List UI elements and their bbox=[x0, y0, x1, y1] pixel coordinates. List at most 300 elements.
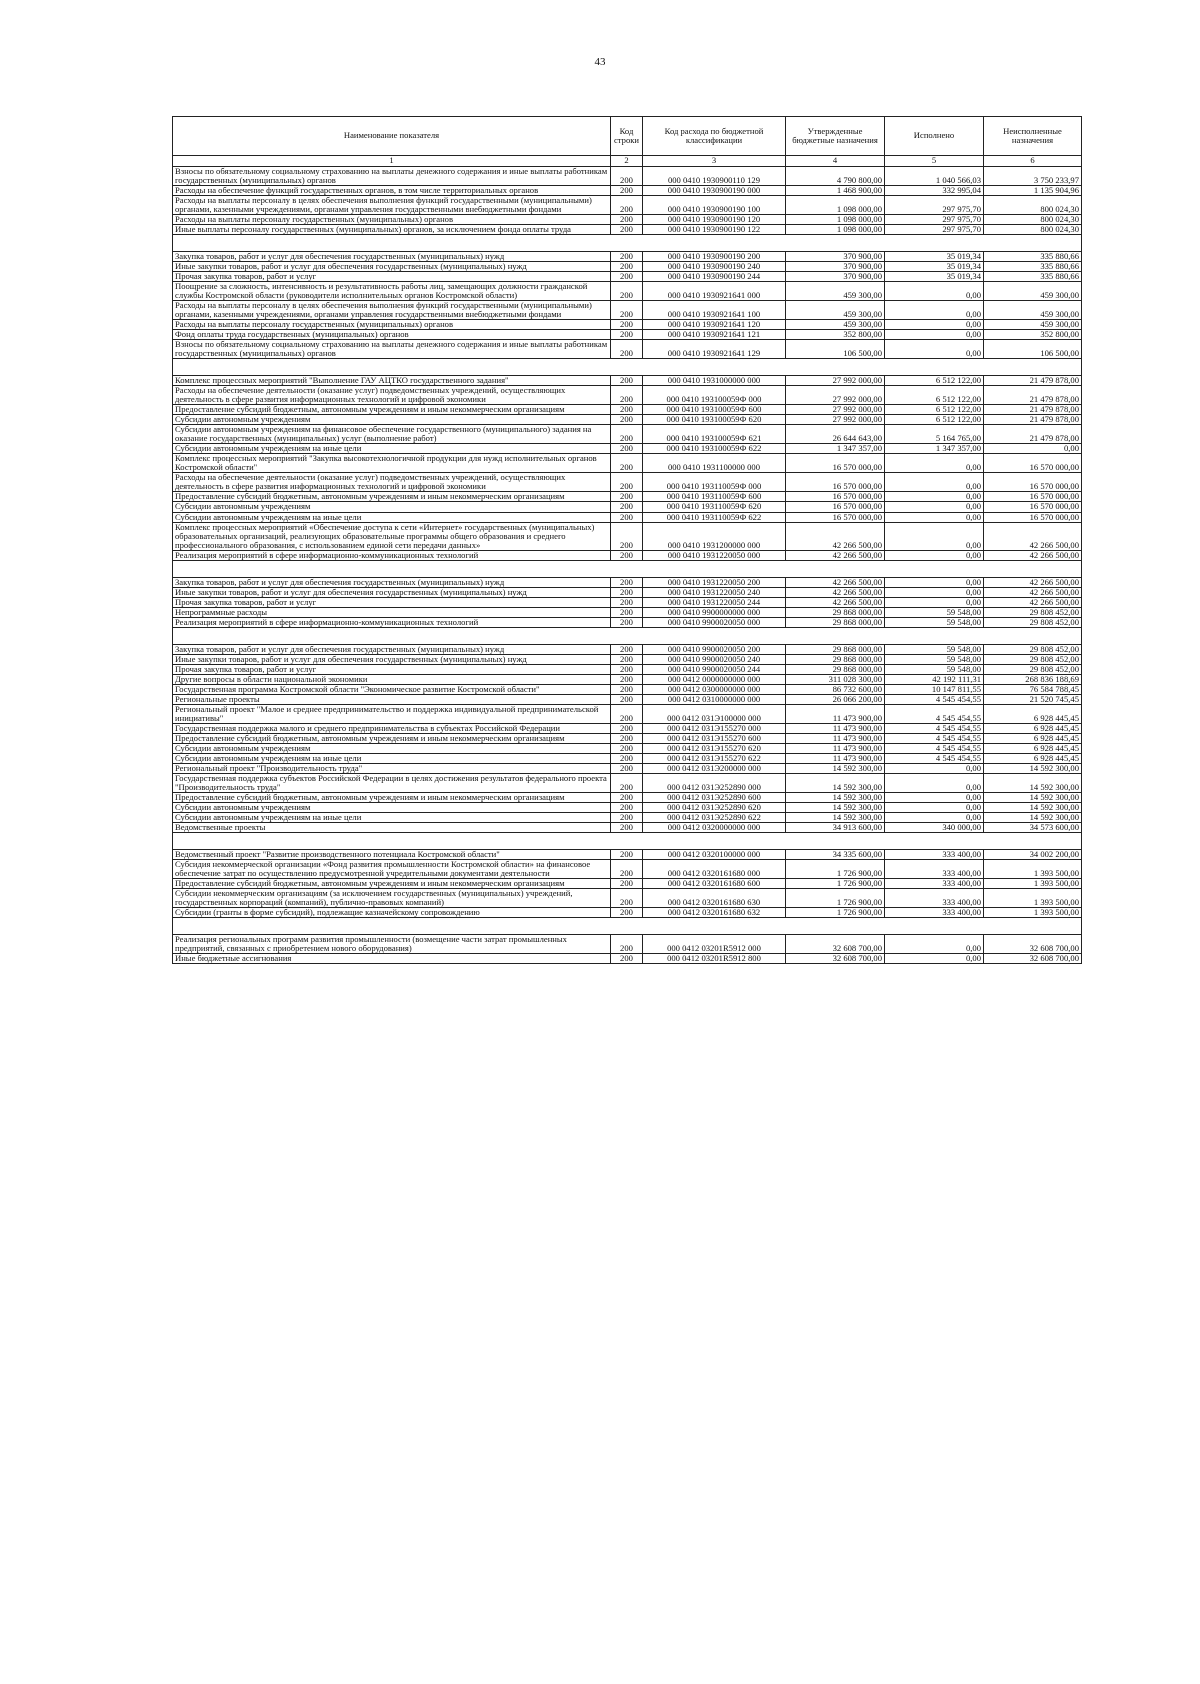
row-unexecuted: 6 928 445,45 bbox=[984, 704, 1082, 723]
row-unexecuted: 21 479 878,00 bbox=[984, 405, 1082, 415]
row-line-code: 200 bbox=[611, 512, 643, 522]
table-row bbox=[173, 252, 1082, 262]
row-unexecuted: 14 592 300,00 bbox=[984, 802, 1082, 812]
row-line-code: 200 bbox=[611, 282, 643, 301]
row-line-code: 200 bbox=[611, 376, 643, 386]
row-name: Иные закупки товаров, работ и услуг для обеспечения государственных (муниципальных) нужд bbox=[173, 262, 611, 272]
row-executed: 0,00 bbox=[885, 330, 984, 340]
row-line-code: 200 bbox=[611, 587, 643, 597]
spacer-cell bbox=[173, 359, 1082, 376]
row-expense-code: 000 0410 193100059Ф 600 bbox=[643, 405, 786, 415]
row-unexecuted: 32 608 700,00 bbox=[984, 935, 1082, 954]
table-row bbox=[173, 262, 1082, 272]
table-row bbox=[173, 607, 1082, 617]
spacer-row bbox=[173, 627, 1082, 644]
row-expense-code: 000 0412 031Э155270 620 bbox=[643, 743, 786, 753]
row-line-code: 200 bbox=[611, 694, 643, 704]
row-name: Региональные проекты bbox=[173, 694, 611, 704]
row-name: Государственная поддержка субъектов Российской Федерации в целях достижения результатов федерального проекта "Производительность труда" bbox=[173, 773, 611, 792]
row-expense-code: 000 0412 031Э252890 622 bbox=[643, 812, 786, 822]
row-executed: 0,00 bbox=[885, 473, 984, 492]
table-row bbox=[173, 597, 1082, 607]
table-row bbox=[173, 577, 1082, 587]
row-name: Субсидии автономным учреждениям bbox=[173, 415, 611, 425]
row-executed: 59 548,00 bbox=[885, 617, 984, 627]
table-row bbox=[173, 502, 1082, 512]
row-approved: 29 868 000,00 bbox=[786, 654, 885, 664]
row-expense-code: 000 0410 1931220050 240 bbox=[643, 587, 786, 597]
row-expense-code: 000 0410 1930921641 000 bbox=[643, 282, 786, 301]
row-approved: 14 592 300,00 bbox=[786, 792, 885, 802]
row-expense-code: 000 0412 03201R5912 800 bbox=[643, 954, 786, 964]
row-executed: 0,00 bbox=[885, 492, 984, 502]
table-row bbox=[173, 617, 1082, 627]
table-row bbox=[173, 186, 1082, 196]
row-name: Реализация региональных программ развития промышленности (возмещение части затрат промышленных предприятий, связанных с приобретением нового оборудования) bbox=[173, 935, 611, 954]
row-executed: 4 545 454,55 bbox=[885, 733, 984, 743]
row-expense-code: 000 0410 193110059Ф 622 bbox=[643, 512, 786, 522]
row-approved: 370 900,00 bbox=[786, 272, 885, 282]
row-line-code: 200 bbox=[611, 444, 643, 454]
row-executed: 35 019,34 bbox=[885, 252, 984, 262]
row-name: Комплекс процессных мероприятий «Обеспечение доступа к сети «Интернет» государственных (муниципальных) образовательных организаций, реализующих образовательные программы общего образования и среднего профессионального образования, с использованием единой сети передачи данных» bbox=[173, 522, 611, 550]
row-executed: 333 400,00 bbox=[885, 879, 984, 889]
row-unexecuted: 34 002 200,00 bbox=[984, 849, 1082, 859]
row-approved: 42 266 500,00 bbox=[786, 550, 885, 560]
row-line-code: 200 bbox=[611, 330, 643, 340]
table-row bbox=[173, 454, 1082, 473]
row-expense-code: 000 0410 1931220050 000 bbox=[643, 550, 786, 560]
table-row bbox=[173, 282, 1082, 301]
row-expense-code: 000 0410 193110059Ф 620 bbox=[643, 502, 786, 512]
row-line-code: 200 bbox=[611, 454, 643, 473]
spacer-cell bbox=[173, 627, 1082, 644]
row-expense-code: 000 0412 031Э252890 000 bbox=[643, 773, 786, 792]
row-line-code: 200 bbox=[611, 167, 643, 186]
row-line-code: 200 bbox=[611, 415, 643, 425]
row-unexecuted: 6 928 445,45 bbox=[984, 733, 1082, 743]
row-unexecuted: 16 570 000,00 bbox=[984, 512, 1082, 522]
row-name: Расходы на выплаты персоналу государственных (муниципальных) органов bbox=[173, 320, 611, 330]
row-unexecuted: 21 520 745,45 bbox=[984, 694, 1082, 704]
budget-execution-table bbox=[172, 116, 1082, 964]
row-name: Государственная программа Костромской области "Экономическое развитие Костромской области" bbox=[173, 684, 611, 694]
table-row bbox=[173, 792, 1082, 802]
row-line-code: 200 bbox=[611, 849, 643, 859]
row-name: Субсидии автономным учреждениям на иные цели bbox=[173, 444, 611, 454]
row-approved: 352 800,00 bbox=[786, 330, 885, 340]
table-header-row bbox=[173, 117, 1082, 156]
row-approved: 42 266 500,00 bbox=[786, 522, 885, 550]
row-unexecuted: 106 500,00 bbox=[984, 340, 1082, 359]
row-executed: 333 400,00 bbox=[885, 889, 984, 908]
table-row bbox=[173, 444, 1082, 454]
row-executed: 4 545 454,55 bbox=[885, 743, 984, 753]
row-expense-code: 000 0412 031Э100000 000 bbox=[643, 704, 786, 723]
row-name: Расходы на обеспечение деятельности (оказание услуг) подведомственных учреждений, осуществляющих деятельность в сфере развития информационных технологий и цифровой экономики bbox=[173, 473, 611, 492]
row-executed: 6 512 122,00 bbox=[885, 376, 984, 386]
row-approved: 27 992 000,00 bbox=[786, 415, 885, 425]
row-unexecuted: 14 592 300,00 bbox=[984, 763, 1082, 773]
row-executed: 0,00 bbox=[885, 577, 984, 587]
row-executed: 333 400,00 bbox=[885, 908, 984, 918]
table-row bbox=[173, 386, 1082, 405]
row-approved: 1 468 900,00 bbox=[786, 186, 885, 196]
table-row bbox=[173, 859, 1082, 878]
row-line-code: 200 bbox=[611, 502, 643, 512]
row-approved: 16 570 000,00 bbox=[786, 502, 885, 512]
row-executed: 333 400,00 bbox=[885, 849, 984, 859]
table-row bbox=[173, 674, 1082, 684]
table-row bbox=[173, 654, 1082, 664]
row-approved: 27 992 000,00 bbox=[786, 386, 885, 405]
row-unexecuted: 21 479 878,00 bbox=[984, 415, 1082, 425]
row-line-code: 200 bbox=[611, 879, 643, 889]
row-line-code: 200 bbox=[611, 301, 643, 320]
row-expense-code: 000 0410 9900000000 000 bbox=[643, 607, 786, 617]
row-line-code: 200 bbox=[611, 196, 643, 215]
row-line-code: 200 bbox=[611, 607, 643, 617]
row-expense-code: 000 0412 0310000000 000 bbox=[643, 694, 786, 704]
row-unexecuted: 459 300,00 bbox=[984, 320, 1082, 330]
row-expense-code: 000 0410 9900020050 200 bbox=[643, 644, 786, 654]
table-row bbox=[173, 272, 1082, 282]
table-row bbox=[173, 492, 1082, 502]
table-row bbox=[173, 405, 1082, 415]
row-name: Комплекс процессных мероприятий "Выполнение ГАУ АЦТКО государственного задания" bbox=[173, 376, 611, 386]
row-line-code: 200 bbox=[611, 473, 643, 492]
row-unexecuted: 3 750 233,97 bbox=[984, 167, 1082, 186]
table-row bbox=[173, 340, 1082, 359]
row-expense-code: 000 0412 0320161680 632 bbox=[643, 908, 786, 918]
row-executed: 297 975,70 bbox=[885, 196, 984, 215]
spacer-cell bbox=[173, 560, 1082, 577]
row-unexecuted: 14 592 300,00 bbox=[984, 773, 1082, 792]
row-name: Ведомственные проекты bbox=[173, 822, 611, 832]
row-unexecuted: 42 266 500,00 bbox=[984, 597, 1082, 607]
row-line-code: 200 bbox=[611, 272, 643, 282]
row-name: Иные выплаты персоналу государственных (муниципальных) органов, за исключением фонда оплаты труда bbox=[173, 225, 611, 235]
row-executed: 4 545 454,55 bbox=[885, 704, 984, 723]
row-executed: 6 512 122,00 bbox=[885, 415, 984, 425]
table-row bbox=[173, 320, 1082, 330]
row-expense-code: 000 0412 0300000000 000 bbox=[643, 684, 786, 694]
row-unexecuted: 29 808 452,00 bbox=[984, 644, 1082, 654]
row-unexecuted: 352 800,00 bbox=[984, 330, 1082, 340]
row-approved: 42 266 500,00 bbox=[786, 597, 885, 607]
row-approved: 26 066 200,00 bbox=[786, 694, 885, 704]
row-line-code: 200 bbox=[611, 215, 643, 225]
table-row bbox=[173, 522, 1082, 550]
row-line-code: 200 bbox=[611, 597, 643, 607]
table-body bbox=[173, 167, 1082, 964]
row-line-code: 200 bbox=[611, 954, 643, 964]
table-row bbox=[173, 743, 1082, 753]
row-expense-code: 000 0412 031Э252890 620 bbox=[643, 802, 786, 812]
row-unexecuted: 1 135 904,96 bbox=[984, 186, 1082, 196]
row-executed: 0,00 bbox=[885, 454, 984, 473]
row-executed: 6 512 122,00 bbox=[885, 386, 984, 405]
row-line-code: 200 bbox=[611, 935, 643, 954]
row-name: Другие вопросы в области национальной экономики bbox=[173, 674, 611, 684]
row-approved: 29 868 000,00 bbox=[786, 617, 885, 627]
table-row bbox=[173, 215, 1082, 225]
row-expense-code: 000 0410 1931100000 000 bbox=[643, 454, 786, 473]
row-unexecuted: 21 479 878,00 bbox=[984, 425, 1082, 444]
row-executed: 0,00 bbox=[885, 512, 984, 522]
row-executed: 0,00 bbox=[885, 773, 984, 792]
row-executed: 0,00 bbox=[885, 522, 984, 550]
table-row bbox=[173, 425, 1082, 444]
row-name: Субсидия некоммерческой организации «Фонд развития промышленности Костромской области» на финансовое обеспечение затрат по осуществлению предусмотренной учредительными документами деятельности bbox=[173, 859, 611, 878]
row-executed: 333 400,00 bbox=[885, 859, 984, 878]
spacer-row bbox=[173, 560, 1082, 577]
row-line-code: 200 bbox=[611, 252, 643, 262]
row-executed: 35 019,34 bbox=[885, 262, 984, 272]
row-executed: 0,00 bbox=[885, 792, 984, 802]
table-row bbox=[173, 773, 1082, 792]
row-line-code: 200 bbox=[611, 492, 643, 502]
row-expense-code: 000 0410 9900020050 240 bbox=[643, 654, 786, 664]
row-expense-code: 000 0410 1930921641 120 bbox=[643, 320, 786, 330]
row-line-code: 200 bbox=[611, 522, 643, 550]
row-approved: 1 098 000,00 bbox=[786, 225, 885, 235]
row-unexecuted: 459 300,00 bbox=[984, 282, 1082, 301]
row-executed: 332 995,04 bbox=[885, 186, 984, 196]
row-unexecuted: 459 300,00 bbox=[984, 301, 1082, 320]
row-line-code: 200 bbox=[611, 425, 643, 444]
row-expense-code: 000 0410 193100059Ф 000 bbox=[643, 386, 786, 405]
row-unexecuted: 1 393 500,00 bbox=[984, 879, 1082, 889]
spacer-cell bbox=[173, 918, 1082, 935]
row-expense-code: 000 0410 1930900110 129 bbox=[643, 167, 786, 186]
table-row bbox=[173, 225, 1082, 235]
row-name: Реализация мероприятий в сфере информационно-коммуникационных технологий bbox=[173, 617, 611, 627]
row-name: Расходы на выплаты персоналу в целях обеспечения выполнения функций государственными (муниципальными) органами, казенными учреждениями, органами управления государственными внебюджетными фондами bbox=[173, 196, 611, 215]
row-name: Прочая закупка товаров, работ и услуг bbox=[173, 597, 611, 607]
row-name: Расходы на обеспечение деятельности (оказание услуг) подведомственных учреждений, осуществляющих деятельность в сфере развития информационных технологий и цифровой экономики bbox=[173, 386, 611, 405]
row-unexecuted: 16 570 000,00 bbox=[984, 492, 1082, 502]
row-expense-code: 000 0410 1930900190 244 bbox=[643, 272, 786, 282]
row-approved: 14 592 300,00 bbox=[786, 802, 885, 812]
page-number: 43 bbox=[594, 56, 606, 68]
row-approved: 4 790 800,00 bbox=[786, 167, 885, 186]
row-approved: 42 266 500,00 bbox=[786, 577, 885, 587]
header-indicator-name: Наименование показателя bbox=[173, 117, 611, 156]
table-row bbox=[173, 812, 1082, 822]
row-unexecuted: 14 592 300,00 bbox=[984, 792, 1082, 802]
row-expense-code: 000 0412 0320161680 600 bbox=[643, 879, 786, 889]
row-expense-code: 000 0412 0320161680 000 bbox=[643, 859, 786, 878]
row-line-code: 200 bbox=[611, 743, 643, 753]
table-row bbox=[173, 723, 1082, 733]
row-approved: 106 500,00 bbox=[786, 340, 885, 359]
row-approved: 1 726 900,00 bbox=[786, 889, 885, 908]
row-approved: 311 028 300,00 bbox=[786, 674, 885, 684]
row-line-code: 200 bbox=[611, 617, 643, 627]
row-line-code: 200 bbox=[611, 654, 643, 664]
row-approved: 370 900,00 bbox=[786, 252, 885, 262]
row-executed: 10 147 811,55 bbox=[885, 684, 984, 694]
spacer-row bbox=[173, 918, 1082, 935]
row-line-code: 200 bbox=[611, 674, 643, 684]
row-name: Субсидии автономным учреждениям на иные цели bbox=[173, 753, 611, 763]
row-name: Фонд оплаты труда государственных (муниципальных) органов bbox=[173, 330, 611, 340]
row-expense-code: 000 0410 193100059Ф 622 bbox=[643, 444, 786, 454]
row-approved: 459 300,00 bbox=[786, 320, 885, 330]
row-executed: 59 548,00 bbox=[885, 664, 984, 674]
row-name: Региональный проект "Производительность труда" bbox=[173, 763, 611, 773]
row-expense-code: 000 0410 1930921641 129 bbox=[643, 340, 786, 359]
row-name: Прочая закупка товаров, работ и услуг bbox=[173, 272, 611, 282]
row-approved: 29 868 000,00 bbox=[786, 664, 885, 674]
table-row bbox=[173, 733, 1082, 743]
row-line-code: 200 bbox=[611, 577, 643, 587]
row-approved: 29 868 000,00 bbox=[786, 607, 885, 617]
row-approved: 1 098 000,00 bbox=[786, 215, 885, 225]
row-executed: 59 548,00 bbox=[885, 654, 984, 664]
row-executed: 340 000,00 bbox=[885, 822, 984, 832]
row-approved: 27 992 000,00 bbox=[786, 376, 885, 386]
row-executed: 0,00 bbox=[885, 502, 984, 512]
row-unexecuted: 42 266 500,00 bbox=[984, 550, 1082, 560]
spacer-row bbox=[173, 235, 1082, 252]
row-approved: 29 868 000,00 bbox=[786, 644, 885, 654]
table-row bbox=[173, 512, 1082, 522]
table-row bbox=[173, 704, 1082, 723]
row-line-code: 200 bbox=[611, 386, 643, 405]
row-name: Региональный проект "Малое и среднее предпринимательство и поддержка индивидуальной предпринимательской инициативы" bbox=[173, 704, 611, 723]
row-unexecuted: 1 393 500,00 bbox=[984, 889, 1082, 908]
row-line-code: 200 bbox=[611, 859, 643, 878]
row-approved: 11 473 900,00 bbox=[786, 704, 885, 723]
row-executed: 4 545 454,55 bbox=[885, 723, 984, 733]
table-row bbox=[173, 587, 1082, 597]
row-expense-code: 000 0412 031Э155270 622 bbox=[643, 753, 786, 763]
row-expense-code: 000 0410 1930900190 000 bbox=[643, 186, 786, 196]
row-unexecuted: 76 584 788,45 bbox=[984, 684, 1082, 694]
spacer-row bbox=[173, 832, 1082, 849]
row-executed: 4 545 454,55 bbox=[885, 753, 984, 763]
row-approved: 1 347 357,00 bbox=[786, 444, 885, 454]
row-executed: 0,00 bbox=[885, 550, 984, 560]
row-approved: 11 473 900,00 bbox=[786, 723, 885, 733]
row-expense-code: 000 0410 1931220050 244 bbox=[643, 597, 786, 607]
row-name: Закупка товаров, работ и услуг для обеспечения государственных (муниципальных) нужд bbox=[173, 577, 611, 587]
column-number: 2 bbox=[611, 156, 643, 167]
row-line-code: 200 bbox=[611, 763, 643, 773]
row-unexecuted: 16 570 000,00 bbox=[984, 454, 1082, 473]
row-unexecuted: 29 808 452,00 bbox=[984, 654, 1082, 664]
row-name: Субсидии автономным учреждениям bbox=[173, 743, 611, 753]
row-name: Субсидии автономным учреждениям bbox=[173, 502, 611, 512]
row-executed: 35 019,34 bbox=[885, 272, 984, 282]
row-executed: 0,00 bbox=[885, 587, 984, 597]
spacer-cell bbox=[173, 832, 1082, 849]
row-name: Предоставление субсидий бюджетным, автономным учреждениям и иным некоммерческим организациям bbox=[173, 792, 611, 802]
column-number: 5 bbox=[885, 156, 984, 167]
row-name: Непрограммные расходы bbox=[173, 607, 611, 617]
row-name: Предоставление субсидий бюджетным, автономным учреждениям и иным некоммерческим организациям bbox=[173, 733, 611, 743]
row-executed: 42 192 111,31 bbox=[885, 674, 984, 684]
table-row bbox=[173, 550, 1082, 560]
row-line-code: 200 bbox=[611, 704, 643, 723]
row-expense-code: 000 0412 031Э200000 000 bbox=[643, 763, 786, 773]
row-name: Субсидии (гранты в форме субсидий), подлежащие казначейскому сопровождению bbox=[173, 908, 611, 918]
row-expense-code: 000 0410 193100059Ф 620 bbox=[643, 415, 786, 425]
header-approved: Утвержденные бюджетные назначения bbox=[786, 117, 885, 156]
table-row bbox=[173, 889, 1082, 908]
row-unexecuted: 42 266 500,00 bbox=[984, 522, 1082, 550]
row-unexecuted: 42 266 500,00 bbox=[984, 577, 1082, 587]
row-name: Расходы на обеспечение функций государственных органов, в том числе территориальных органов bbox=[173, 186, 611, 196]
row-unexecuted: 14 592 300,00 bbox=[984, 812, 1082, 822]
row-expense-code: 000 0412 031Э252890 600 bbox=[643, 792, 786, 802]
table-row bbox=[173, 684, 1082, 694]
row-approved: 459 300,00 bbox=[786, 301, 885, 320]
row-line-code: 200 bbox=[611, 908, 643, 918]
row-name: Иные бюджетные ассигнования bbox=[173, 954, 611, 964]
row-approved: 34 913 600,00 bbox=[786, 822, 885, 832]
row-executed: 0,00 bbox=[885, 320, 984, 330]
table-row bbox=[173, 330, 1082, 340]
row-unexecuted: 268 836 188,69 bbox=[984, 674, 1082, 684]
row-expense-code: 000 0412 03201R5912 000 bbox=[643, 935, 786, 954]
row-executed: 0,00 bbox=[885, 340, 984, 359]
row-approved: 34 335 600,00 bbox=[786, 849, 885, 859]
row-line-code: 200 bbox=[611, 889, 643, 908]
table-row bbox=[173, 849, 1082, 859]
row-executed: 5 164 765,00 bbox=[885, 425, 984, 444]
table-row bbox=[173, 954, 1082, 964]
row-line-code: 200 bbox=[611, 733, 643, 743]
row-expense-code: 000 0410 1930900190 240 bbox=[643, 262, 786, 272]
column-number: 6 bbox=[984, 156, 1082, 167]
row-unexecuted: 6 928 445,45 bbox=[984, 753, 1082, 763]
table-row bbox=[173, 664, 1082, 674]
table-row bbox=[173, 167, 1082, 186]
row-approved: 1 726 900,00 bbox=[786, 908, 885, 918]
table-row bbox=[173, 301, 1082, 320]
row-executed: 0,00 bbox=[885, 282, 984, 301]
row-line-code: 200 bbox=[611, 684, 643, 694]
row-expense-code: 000 0410 1930900190 200 bbox=[643, 252, 786, 262]
row-line-code: 200 bbox=[611, 644, 643, 654]
row-name: Поощрение за сложность, интенсивность и результативность работы лиц, замещающих должности гражданской службы Костромской области (руководители исполнительных органов Костромской области) bbox=[173, 282, 611, 301]
row-approved: 11 473 900,00 bbox=[786, 743, 885, 753]
row-executed: 297 975,70 bbox=[885, 225, 984, 235]
row-unexecuted: 21 479 878,00 bbox=[984, 386, 1082, 405]
row-expense-code: 000 0412 0000000000 000 bbox=[643, 674, 786, 684]
row-expense-code: 000 0410 1931220050 200 bbox=[643, 577, 786, 587]
row-expense-code: 000 0410 1930900190 120 bbox=[643, 215, 786, 225]
row-expense-code: 000 0412 031Э155270 000 bbox=[643, 723, 786, 733]
row-name: Иные закупки товаров, работ и услуг для обеспечения государственных (муниципальных) нужд bbox=[173, 654, 611, 664]
row-expense-code: 000 0410 193110059Ф 000 bbox=[643, 473, 786, 492]
row-expense-code: 000 0410 193100059Ф 621 bbox=[643, 425, 786, 444]
spacer-cell bbox=[173, 235, 1082, 252]
row-name: Субсидии автономным учреждениям на финансовое обеспечение государственного (муниципального) задания на оказание государственных (муниципальных) услуг (выполнение работ) bbox=[173, 425, 611, 444]
row-unexecuted: 335 880,66 bbox=[984, 262, 1082, 272]
table-row bbox=[173, 763, 1082, 773]
row-unexecuted: 335 880,66 bbox=[984, 252, 1082, 262]
row-unexecuted: 6 928 445,45 bbox=[984, 743, 1082, 753]
row-executed: 59 548,00 bbox=[885, 644, 984, 654]
row-executed: 0,00 bbox=[885, 301, 984, 320]
row-line-code: 200 bbox=[611, 550, 643, 560]
row-line-code: 200 bbox=[611, 723, 643, 733]
row-executed: 59 548,00 bbox=[885, 607, 984, 617]
